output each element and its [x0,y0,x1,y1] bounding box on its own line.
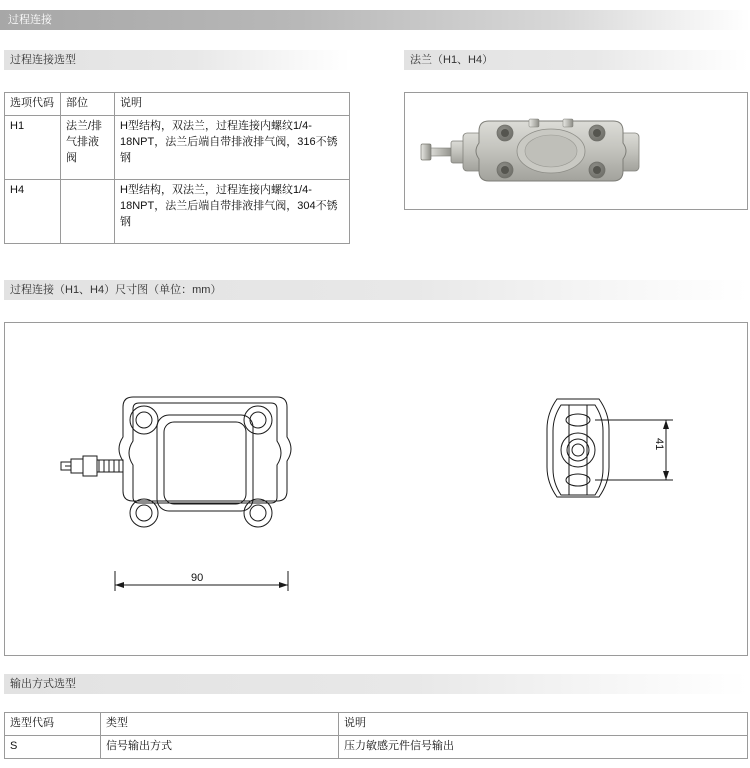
subsection-header-output-type: 输出方式选型 [4,674,748,694]
dimension-drawing [5,323,747,655]
table-header-cell: 部位 [61,93,115,116]
table-header-row [5,93,350,116]
output-type-cell: 信号输出方式 [101,735,339,758]
table-header-cell: 类型 [101,713,339,736]
option-desc-cell: H型结构，双法兰，过程连接内螺纹1/4-18NPT，法兰后端自带排液排气阀，304不锈钢 [115,179,350,243]
section-header-process-connection: 过程连接 [0,10,750,30]
subsection-header-option-table: 过程连接选型 [4,50,350,70]
option-desc-cell: H型结构，双法兰，过程连接内螺纹1/4-18NPT，法兰后端自带排液排气阀，316不锈钢 [115,115,350,179]
table-header-row [5,713,748,736]
process-connection-option-table [4,92,350,244]
dimension-drawing-box [4,322,748,656]
option-code-cell: H1 [5,115,61,179]
output-desc-cell: 压力敏感元件信号输出 [339,735,748,758]
table-header-cell: 说明 [115,93,350,116]
table-header-cell: 说明 [339,713,748,736]
option-code-cell: H4 [5,179,61,243]
dimension-label-width: 90 [191,572,204,584]
flange-photo-box [404,92,748,210]
table-row [5,115,350,179]
option-part-cell: 法兰/排气排液阀 [61,115,115,179]
subsection-header-dimension-drawing: 过程连接（H1、H4）尺寸图（单位：mm） [4,280,748,300]
option-part-cell [61,179,115,243]
table-header-cell: 选型代码 [5,713,101,736]
dimension-label-height: 41 [653,438,665,451]
table-row [5,735,748,758]
output-type-table [4,712,748,759]
table-header-cell: 选项代码 [5,93,61,116]
output-code-cell: S [5,735,101,758]
subsection-header-flange-photo: 法兰（H1、H4） [404,50,748,70]
flange-photo [405,93,747,209]
table-row [5,179,350,243]
flange-photo-illustration [405,93,749,209]
